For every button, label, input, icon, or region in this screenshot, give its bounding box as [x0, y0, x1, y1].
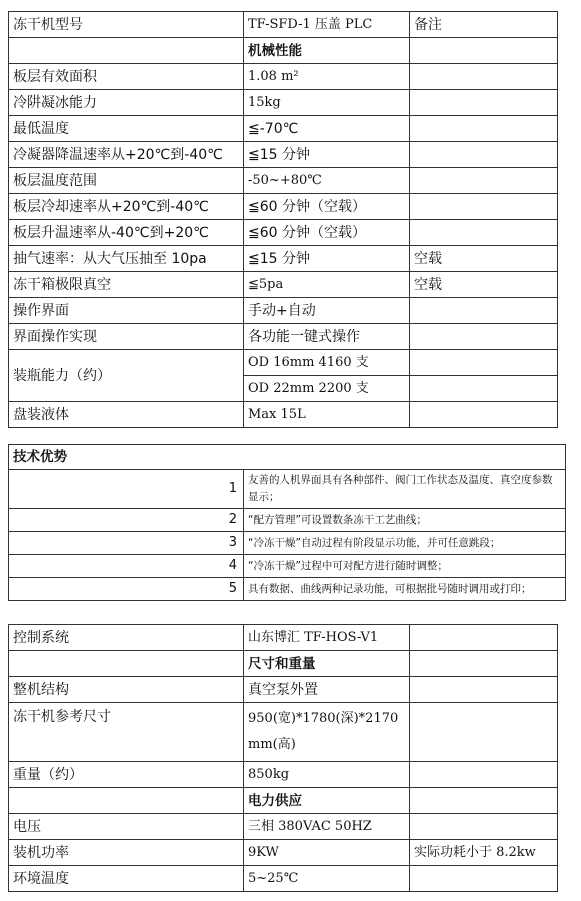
section-row	[9, 38, 558, 64]
table-row	[9, 220, 558, 246]
row-remark	[410, 677, 558, 703]
table-row	[9, 677, 558, 703]
row-remark	[410, 142, 558, 168]
tray-value: Max 15L	[244, 402, 410, 428]
row-label: 板层有效面积	[9, 64, 244, 90]
table-row	[9, 246, 558, 272]
row-label: 环境温度	[9, 866, 244, 892]
list-item	[9, 532, 566, 555]
capacity-value-16mm: OD 16mm 4160 支	[244, 350, 410, 376]
control-label: 控制系统	[9, 625, 244, 651]
bottom-spec-table	[8, 624, 558, 892]
table-row	[9, 866, 558, 892]
advantage-number: 2	[9, 509, 244, 532]
row-value: -50~+80℃	[244, 168, 410, 194]
capacity-value-22mm: OD 22mm 2200 支	[244, 376, 410, 402]
tray-label: 盘装液体	[9, 402, 244, 428]
remark-header: 备注	[410, 12, 558, 38]
row-remark	[410, 64, 558, 90]
row-remark: 空载	[410, 246, 558, 272]
row-remark	[410, 814, 558, 840]
row-remark	[410, 625, 558, 651]
row-remark	[410, 324, 558, 350]
dimension-value: 950(宽)*1780(深)*2170mm(高)	[244, 703, 410, 762]
model-label: 冻干机型号	[9, 12, 244, 38]
advantages-title: 技术优势	[9, 445, 566, 470]
table-row	[9, 90, 558, 116]
advantage-text: 具有数据、曲线两种记录功能，可根据批号随时调用或打印；	[244, 578, 566, 601]
table-row	[9, 324, 558, 350]
advantages-table	[8, 444, 566, 601]
advantage-number: 3	[9, 532, 244, 555]
row-label: 板层温度范围	[9, 168, 244, 194]
row-remark: 空载	[410, 272, 558, 298]
list-item	[9, 578, 566, 601]
row-remark	[410, 762, 558, 788]
row-value: 手动+自动	[244, 298, 410, 324]
row-value: 真空泵外置	[244, 677, 410, 703]
row-value: ≦5pa	[244, 272, 410, 298]
control-value: 山东博汇 TF-HOS-V1	[244, 625, 410, 651]
row-value: 1.08 m²	[244, 64, 410, 90]
table-row	[9, 625, 558, 651]
row-value: ≦60 分钟（空载）	[244, 194, 410, 220]
section-size-title: 尺寸和重量	[244, 651, 410, 677]
table-row	[9, 762, 558, 788]
row-value: ≦60 分钟（空载）	[244, 220, 410, 246]
table-row	[9, 703, 558, 762]
row-remark	[410, 866, 558, 892]
row-value: 9KW	[244, 840, 410, 866]
advantage-number: 1	[9, 470, 244, 509]
row-value: 5~25℃	[244, 866, 410, 892]
row-remark	[410, 298, 558, 324]
table-row	[9, 272, 558, 298]
section-row	[9, 788, 558, 814]
table-row	[9, 194, 558, 220]
dimension-label: 冻干机参考尺寸	[9, 703, 244, 762]
row-label: 整机结构	[9, 677, 244, 703]
row-remark	[410, 220, 558, 246]
advantage-text: 友善的人机界面具有各种部件、阀门工作状态及温度、真空度参数显示；	[244, 470, 566, 509]
table-row	[9, 840, 558, 866]
row-label: 装机功率	[9, 840, 244, 866]
table-row	[9, 298, 558, 324]
table-row	[9, 12, 558, 38]
advantage-text: “冷冻干燥”过程中可对配方进行随时调整；	[244, 555, 566, 578]
row-label: 板层冷却速率从+20℃到-40℃	[9, 194, 244, 220]
table-row	[9, 168, 558, 194]
row-value: 850kg	[244, 762, 410, 788]
row-label: 冷阱凝冰能力	[9, 90, 244, 116]
row-label: 抽气速率：从大气压抽至 10pa	[9, 246, 244, 272]
list-item	[9, 509, 566, 532]
advantage-text: “配方管理”可设置数条冻干工艺曲线；	[244, 509, 566, 532]
model-value: TF-SFD-1 压盖 PLC	[244, 12, 410, 38]
row-remark	[410, 402, 558, 428]
row-remark	[410, 90, 558, 116]
section-row	[9, 651, 558, 677]
table-row	[9, 142, 558, 168]
section-mech-title: 机械性能	[244, 38, 410, 64]
table-row	[9, 402, 558, 428]
row-remark	[410, 168, 558, 194]
row-label: 界面操作实现	[9, 324, 244, 350]
row-value: ≦15 分钟	[244, 142, 410, 168]
list-item	[9, 470, 566, 509]
row-label: 冻干箱极限真空	[9, 272, 244, 298]
advantage-number: 5	[9, 578, 244, 601]
advantages-title-row	[9, 445, 566, 470]
row-remark: 实际功耗小于 8.2kw	[410, 840, 558, 866]
row-label: 电压	[9, 814, 244, 840]
table-row	[9, 64, 558, 90]
capacity-label: 装瓶能力（约）	[9, 350, 244, 402]
table-row	[9, 116, 558, 142]
row-value: ≦15 分钟	[244, 246, 410, 272]
row-label: 操作界面	[9, 298, 244, 324]
row-value: 三相 380VAC 50HZ	[244, 814, 410, 840]
row-remark	[410, 194, 558, 220]
row-label: 板层升温速率从-40℃到+20℃	[9, 220, 244, 246]
row-label: 重量（约）	[9, 762, 244, 788]
row-remark	[410, 116, 558, 142]
table-row	[9, 350, 558, 376]
row-value: 各功能一键式操作	[244, 324, 410, 350]
row-label: 冷凝器降温速率从+20℃到-40℃	[9, 142, 244, 168]
list-item	[9, 555, 566, 578]
row-value: ≦-70℃	[244, 116, 410, 142]
table-row	[9, 814, 558, 840]
row-label: 最低温度	[9, 116, 244, 142]
row-value: 15kg	[244, 90, 410, 116]
advantage-number: 4	[9, 555, 244, 578]
spec-table	[8, 11, 558, 428]
advantage-text: “冷冻干燥”自动过程有阶段显示功能，并可任意跳段；	[244, 532, 566, 555]
section-power-title: 电力供应	[244, 788, 410, 814]
